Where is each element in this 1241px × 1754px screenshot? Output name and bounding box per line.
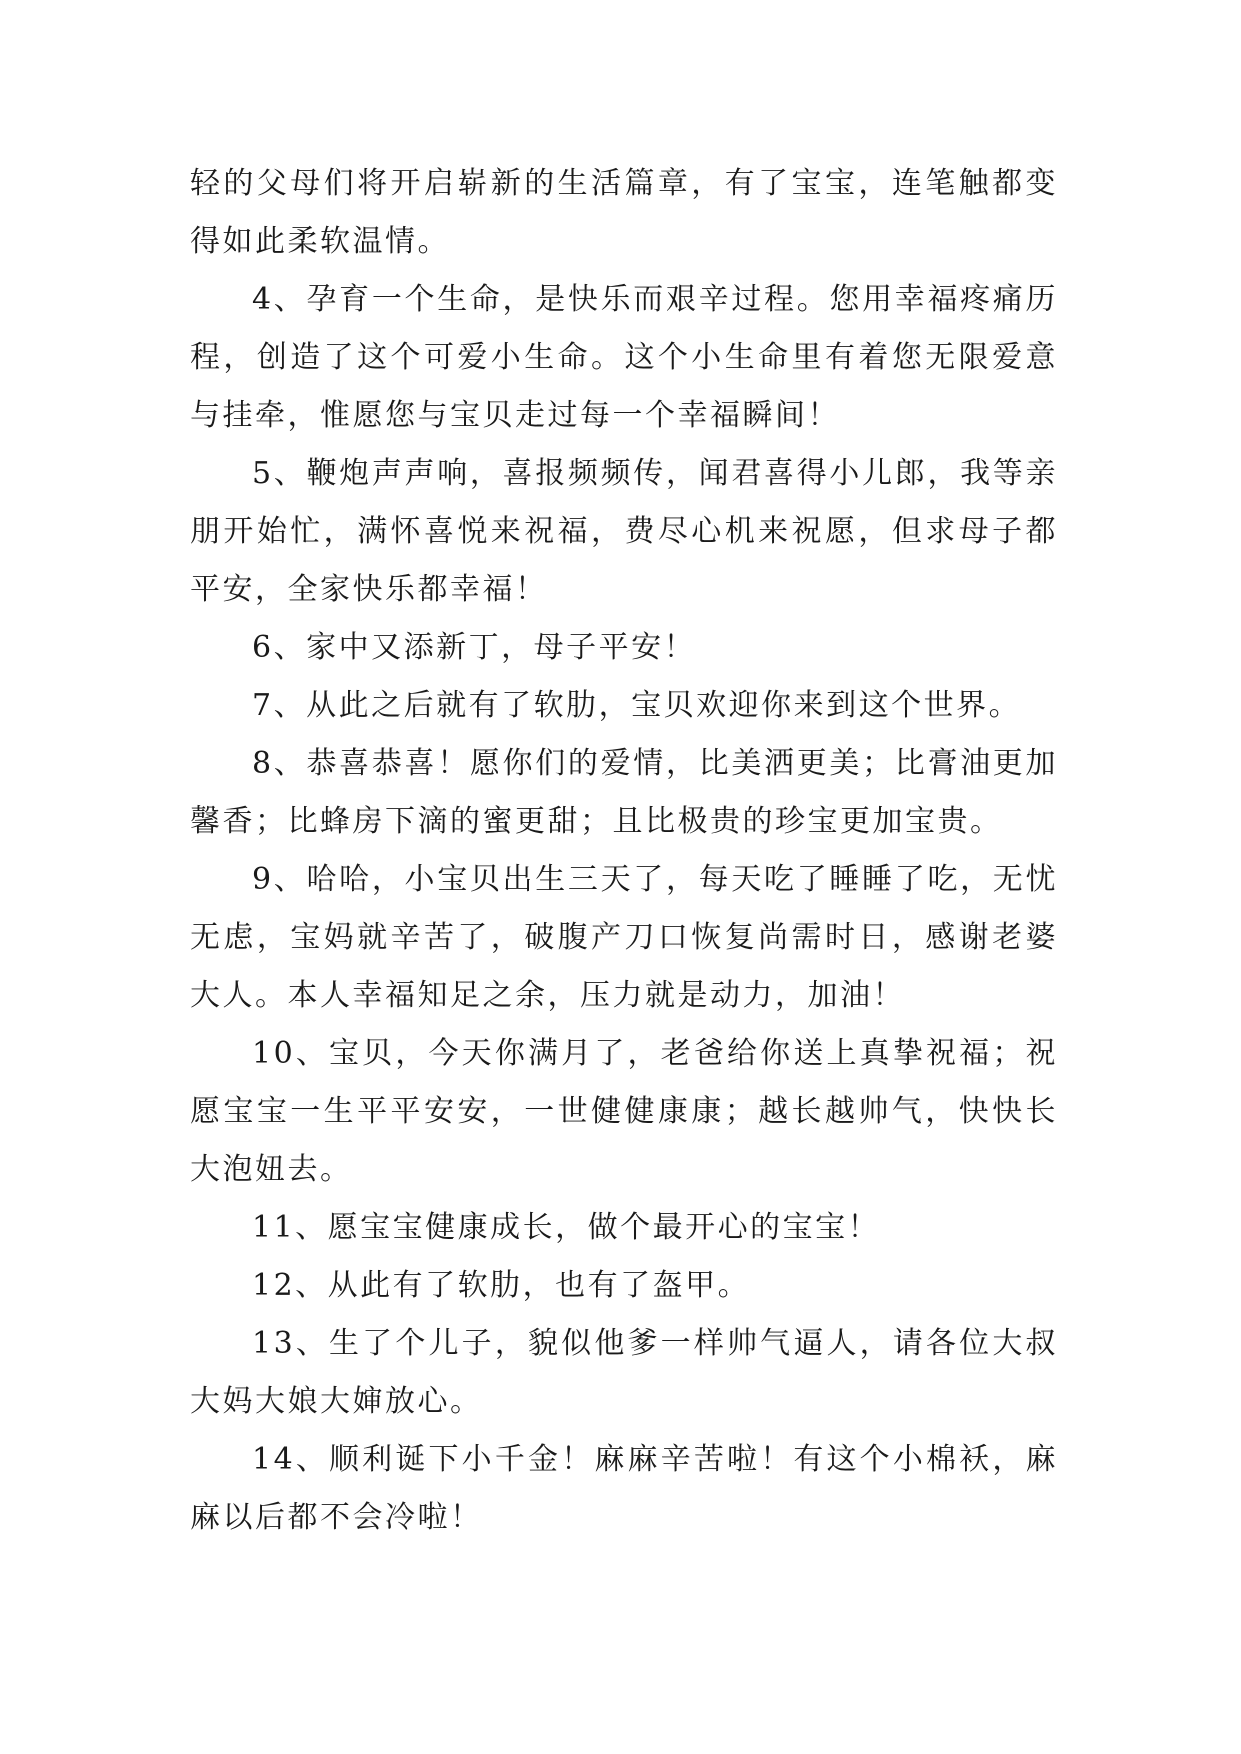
paragraph-item-6: 6、家中又添新丁，母子平安！ — [252, 630, 697, 665]
paragraph-item-13: 13、生了个儿子，貌似他爹一样帅气逼人，请各位大叔大妈大娘大婶放心。 — [190, 1326, 1058, 1419]
paragraph-continued: 轻的父母们将开启崭新的生活篇章，有了宝宝，连笔触都变得如此柔软温情。 — [190, 166, 1058, 259]
paragraph-item-12: 12、从此有了软肋，也有了盔甲。 — [252, 1268, 751, 1303]
paragraph-item-5: 5、鞭炮声声响，喜报频频传，闻君喜得小儿郎，我等亲朋开始忙，满怀喜悦来祝福，费尽心机来祝愿，但求母子都平安，全家快乐都幸福！ — [190, 456, 1058, 607]
paragraph-item-10: 10、宝贝，今天你满月了，老爸给你送上真挚祝福；祝愿宝宝一生平平安安，一世健健康康；越长越帅气，快快长大泡妞去。 — [190, 1036, 1058, 1187]
paragraph-item-4: 4、孕育一个生命，是快乐而艰辛过程。您用幸福疼痛历程，创造了这个可爱小生命。这个小生命里有着您无限爱意与挂牵，惟愿您与宝贝走过每一个幸福瞬间！ — [190, 282, 1058, 433]
paragraph-item-8: 8、恭喜恭喜！愿你们的爱情，比美洒更美；比膏油更加馨香；比蜂房下滴的蜜更甜；且比极贵的珍宝更加宝贵。 — [190, 746, 1058, 839]
paragraph-item-14: 14、顺利诞下小千金！麻麻辛苦啦！有这个小棉袄，麻麻以后都不会冷啦！ — [190, 1442, 1058, 1535]
paragraph-item-11: 11、愿宝宝健康成长，做个最开心的宝宝！ — [252, 1210, 881, 1245]
paragraph-item-7: 7、从此之后就有了软肋，宝贝欢迎你来到这个世界。 — [252, 688, 1022, 723]
document-page — [190, 155, 1058, 1547]
paragraph-item-9: 9、哈哈，小宝贝出生三天了，每天吃了睡睡了吃，无忧无虑，宝妈就辛苦了，破腹产刀口恢复尚需时日，感谢老婆大人。本人幸福知足之余，压力就是动力，加油！ — [190, 862, 1058, 1013]
